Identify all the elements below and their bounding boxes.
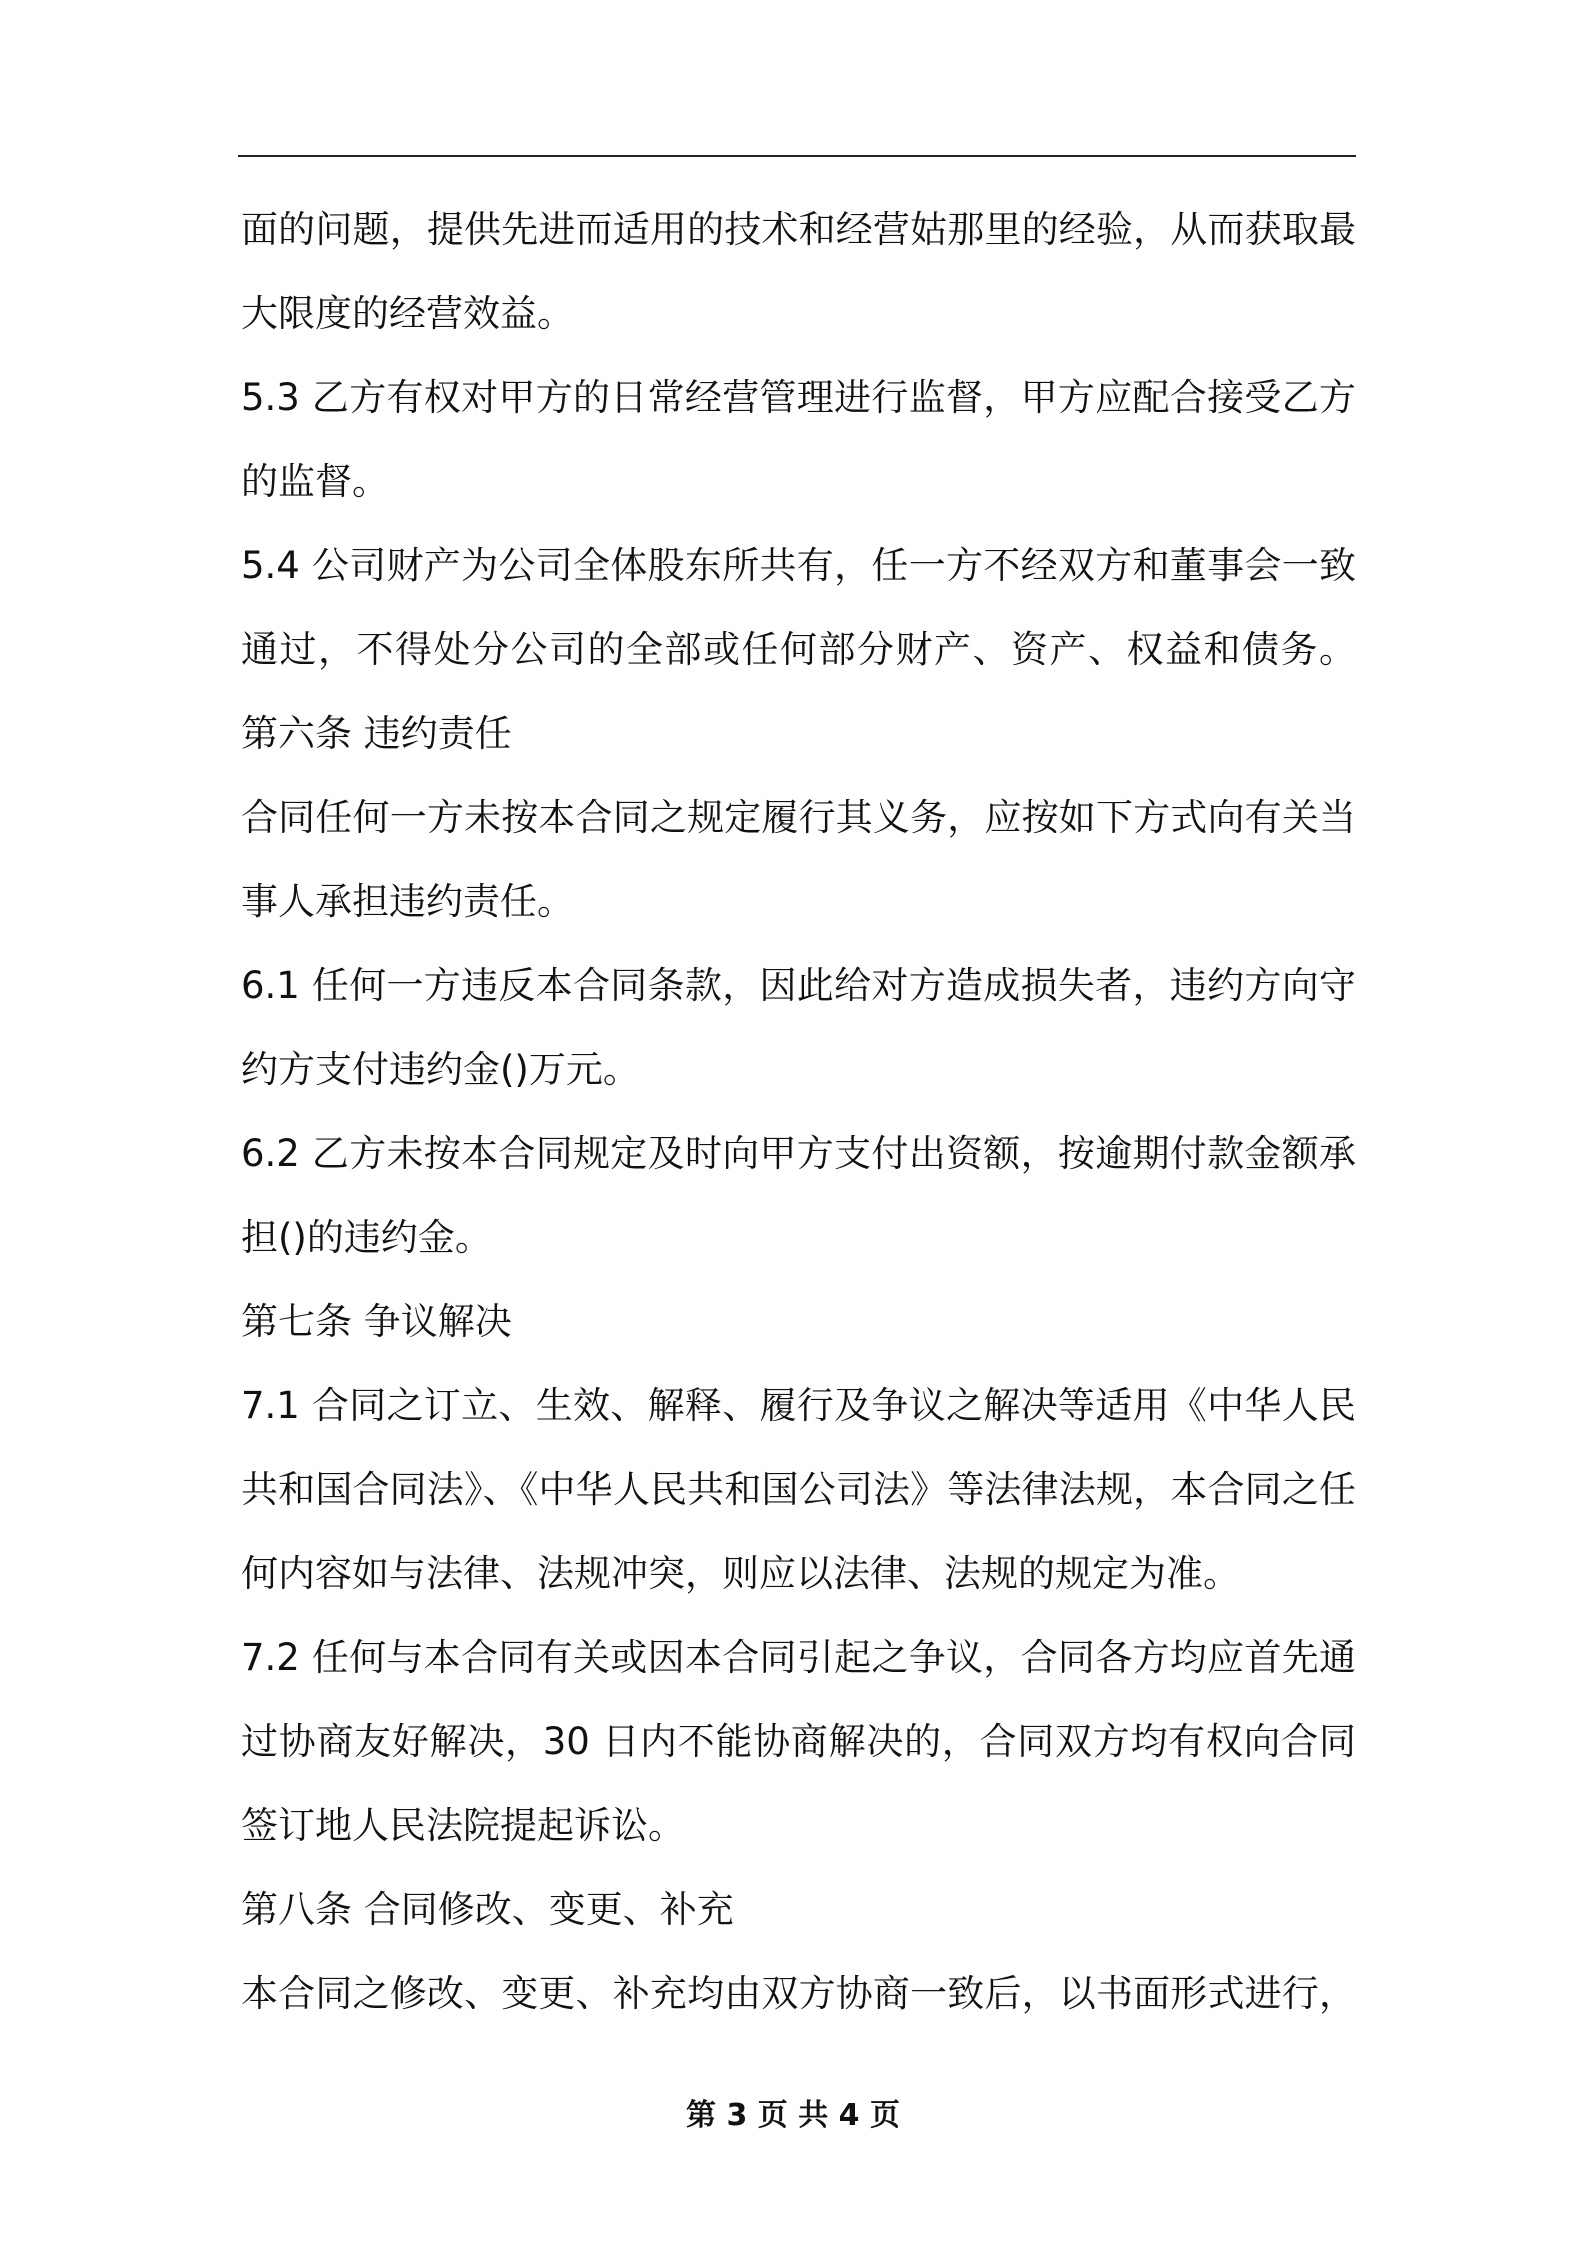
text-line: 何内容如与法律、法规冲突，则应以法律、法规的规定为准。 xyxy=(241,1552,1240,1595)
document-body xyxy=(241,188,1356,2036)
text-line: 担()的违约金。 xyxy=(241,1216,492,1259)
article-6-heading: 第六条 违约责任 xyxy=(241,712,512,755)
clause-7-2: 7.2 任何与本合同有关或因本合同引起之争议，合同各方均应首先通 xyxy=(241,1636,1356,1679)
article-8-heading: 第八条 合同修改、变更、补充 xyxy=(241,1888,734,1931)
clause-5-3: 5.3 乙方有权对甲方的日常经营管理进行监督，甲方应配合接受乙方 xyxy=(241,376,1356,419)
article-7-heading: 第七条 争议解决 xyxy=(241,1300,512,1343)
page-number: 第 3 页 共 4 页 xyxy=(686,2098,900,2133)
text-line: 共和国合同法》、《中华人民共和国公司法》等法律法规，本合同之任 xyxy=(241,1468,1356,1511)
clause-7-1: 7.1 合同之订立、生效、解释、履行及争议之解决等适用《中华人民 xyxy=(241,1384,1356,1427)
text-line: 事人承担违约责任。 xyxy=(241,880,574,923)
text-line: 签订地人民法院提起诉讼。 xyxy=(241,1804,685,1847)
text-line: 过协商友好解决，30 日内不能协商解决的，合同双方均有权向合同 xyxy=(241,1720,1356,1763)
clause-6-2: 6.2 乙方未按本合同规定及时向甲方支付出资额，按逾期付款金额承 xyxy=(241,1132,1356,1175)
text-line: 合同任何一方未按本合同之规定履行其义务，应按如下方式向有关当 xyxy=(241,796,1356,839)
text-line: 面的问题，提供先进而适用的技术和经营姑那里的经验，从而获取最 xyxy=(241,208,1356,251)
text-line: 本合同之修改、变更、补充均由双方协商一致后，以书面形式进行， xyxy=(241,1972,1356,2015)
clause-6-1: 6.1 任何一方违反本合同条款，因此给对方造成损失者，违约方向守 xyxy=(241,964,1356,1007)
clause-5-4: 5.4 公司财产为公司全体股东所共有，任一方不经双方和董事会一致 xyxy=(241,544,1356,587)
text-line: 约方支付违约金()万元。 xyxy=(241,1048,640,1091)
text-line: 大限度的经营效益。 xyxy=(241,292,574,335)
text-line: 通过，不得处分公司的全部或任何部分财产、资产、权益和债务。 xyxy=(241,628,1356,671)
header-rule xyxy=(238,155,1356,157)
text-line: 的监督。 xyxy=(241,460,389,503)
